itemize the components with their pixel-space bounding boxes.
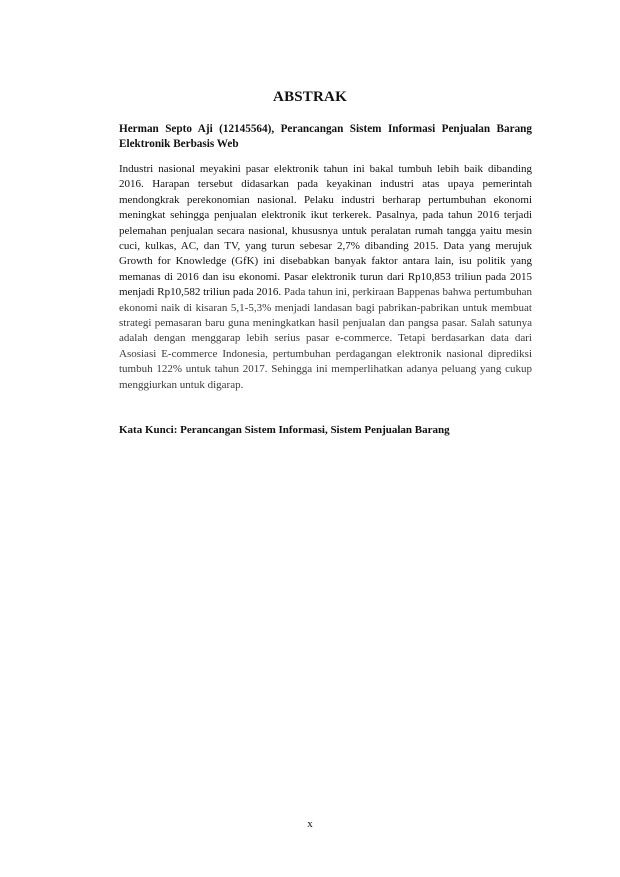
abstract-paragraph-part-b: Pada tahun ini, perkiraan Bappenas bahwa pertumbuhan ekonomi naik di kisaran 5,1-5,3% menjadi landasan bagi pabrikan-pabrikan untuk membuat strategi pemasaran baru guna meningkatkan hasil penjualan dan pangsa pasar. Salah satunya adalah dengan menggarap lebih serius pasar e-commerce. Tetapi berdasarkan data dari Asosiasi E-commerce Indonesia, pertumbuhan perdagangan elektronik nasional diprediksi tumbuh 122% untuk tahun 2017. Sehingga ini memperlihatkan adanya peluang yang cukup menggiurkan untuk digarap. [119, 286, 532, 391]
author-title-line: Herman Septo Aji (12145564), Perancangan Sistem Informasi Penjualan Barang Elektronik Berbasis Web [119, 123, 532, 150]
keywords-line: Kata Kunci: Perancangan Sistem Informasi, Sistem Penjualan Barang [119, 424, 450, 436]
abstract-body [119, 162, 532, 393]
abstract-title: ABSTRAK [273, 89, 347, 105]
abstract-paragraph-part-a: Industri nasional meyakini pasar elektronik tahun ini bakal tumbuh lebih baik dibanding 2016. Harapan tersebut didasarkan pada keyakinan industri atas upaya pemerintah mendongkrak perekonomian nasional. Pelaku industri berharap pertumbuhan ekonomi meningkat sehingga penjualan elektronik ikut terkerek. Pasalnya, pada tahun 2016 terjadi pelemahan penjualan secara nasional, khususnya untuk peralatan rumah tangga yaitu mesin cuci, kulkas, AC, dan TV, yang turun sebesar 2,7% dibanding 2015. Data yang merujuk Growth for Knowledge (GfK) ini disebabkan banyak faktor antara lain, isu politik yang memanas di 2016 dan isu ekonomi. Pasar elektronik turun dari Rp10,853 triliun pada 2015 menjadi Rp10,582 triliun pada 2016. [119, 163, 532, 299]
page-number: x [307, 818, 313, 830]
